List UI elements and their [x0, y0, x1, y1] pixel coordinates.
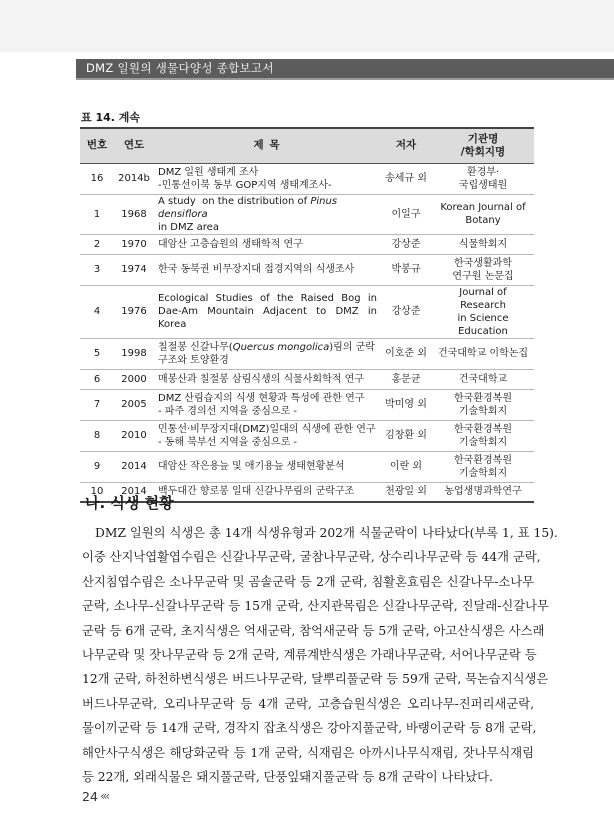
org-line: 한국환경복원 [454, 423, 512, 435]
title-text: )림의 군락 [329, 341, 375, 353]
table-row [80, 254, 534, 285]
section-heading: 나. 식생 현황 [85, 494, 174, 512]
cell-title [154, 389, 380, 420]
title-line: in DMZ area [158, 221, 219, 233]
cell-year: 1974 [114, 254, 154, 285]
reference-table [80, 127, 534, 503]
paragraph-line: 산지침엽수림은 소나무군락 및 곰솔군락 등 2개 군락, 침활혼효림은 신갈나무-소나무 [82, 574, 534, 589]
cell-org [432, 254, 534, 285]
cell-org [432, 285, 534, 338]
cell-author: 이호준 외 [380, 338, 432, 369]
page-number: 24 [82, 789, 98, 804]
cell-year: 2010 [114, 420, 154, 451]
cell-author: 송세규 외 [380, 163, 432, 194]
title-line: DMZ 산림습지의 식생 현황과 특성에 관한 연구 [158, 392, 365, 404]
table-row [80, 389, 534, 420]
paragraph-line: 군락, 소나무-신갈나무군락 등 15개 군락, 산지관목림은 신갈나무군락, 진달래-신갈나무 [82, 599, 549, 614]
cell-org [432, 389, 534, 420]
paragraph-line: 해안사구식생은 해당화군락 등 1개 군락, 식재림은 아까시나무식재림, 잣나무식재림 [82, 745, 534, 760]
cell-no: 1 [80, 194, 114, 234]
paragraph-line: 이중 산지낙엽활엽수림은 신갈나무군락, 굴참나무군락, 상수리나무군락 등 44개 군락, [82, 550, 541, 565]
cell-no: 3 [80, 254, 114, 285]
cell-author: 강상준 [380, 285, 432, 338]
org-line: 기술학회지 [458, 467, 508, 479]
org-line: Botany [465, 215, 501, 226]
org-line: Korean Journal of [440, 202, 526, 213]
cell-title: 매봉산과 칠절봉 삼림식생의 식물사회학적 연구 [154, 369, 380, 389]
cell-year: 2014b [114, 163, 154, 194]
cell-org [432, 163, 534, 194]
cell-no: 2 [80, 234, 114, 254]
col-header-title: 제 목 [154, 128, 380, 163]
cell-author: 박미영 외 [380, 389, 432, 420]
title-line: 민통선·비무장지대(DMZ)일대의 식생에 관한 연구 [158, 423, 376, 435]
org-line: Journal of Research [459, 286, 507, 311]
org-line: in Science Education [457, 312, 509, 337]
org-line: 기술학회지 [458, 405, 508, 417]
title-line: - 동해 북부선 지역을 중심으로 - [158, 436, 298, 448]
org-line: 환경부· [466, 166, 500, 178]
cell-org [432, 451, 534, 482]
paragraph-line: 물이끼군락 등 14개 군락, 경작지 잡초식생은 강아지풀군락, 바랭이군락 등 8개 군락, [82, 721, 537, 736]
title-line [158, 195, 377, 221]
cell-org: 농업생명과학연구 [432, 482, 534, 502]
table-row [80, 163, 534, 194]
title-line: Ecological Studies of the Raised Bog in [158, 293, 377, 304]
cell-org [432, 194, 534, 234]
cell-no: 5 [80, 338, 114, 369]
cell-no: 4 [80, 285, 114, 338]
org-line: 한국환경복원 [454, 454, 512, 466]
table-row [80, 420, 534, 451]
cell-author: 이란 외 [380, 451, 432, 482]
table-caption: 표 14. 계속 [81, 111, 141, 124]
table-row [80, 285, 534, 338]
org-line: 연구원 논문집 [452, 270, 514, 282]
cell-title: 한국 동북권 비무장지대 접경지역의 식생조사 [154, 254, 380, 285]
table-row [80, 451, 534, 482]
cell-year: 2014 [114, 451, 154, 482]
cell-year: 1998 [114, 338, 154, 369]
cell-year: 2014 [114, 482, 154, 502]
cell-year: 1968 [114, 194, 154, 234]
cell-author: 강상준 [380, 234, 432, 254]
cell-author: 이일구 [380, 194, 432, 234]
cell-no: 8 [80, 420, 114, 451]
table-row [80, 234, 534, 254]
org-line: 한국생활과학 [454, 257, 512, 269]
cell-title [154, 420, 380, 451]
table-row [80, 338, 534, 369]
running-header: DMZ 일원의 생물다양성 종합보고서 [76, 59, 614, 78]
cell-no: 6 [80, 369, 114, 389]
cell-no: 10 [80, 482, 114, 502]
cell-author: 박봉규 [380, 254, 432, 285]
header-divider [76, 78, 614, 80]
cell-author: 홍문균 [380, 369, 432, 389]
title-line [158, 341, 377, 354]
chevron-left-icon: «‹ [100, 789, 109, 803]
table-row [80, 369, 534, 389]
title-line: - 파주 경의선 지역을 중심으로 - [158, 405, 298, 417]
cell-org: 건국대학교 [432, 369, 534, 389]
cell-title [154, 194, 380, 234]
cell-title: 백두대간 향로봉 일대 신갈나무림의 군락구조 [154, 482, 380, 502]
col-header-year: 연도 [114, 128, 154, 163]
title-line: -민통선이북 동부 GOP지역 생태계조사- [158, 179, 332, 191]
cell-org [432, 420, 534, 451]
paragraph-line: 나무군락 및 잣나무군락 등 2개 군락, 계류계반식생은 가래나무군락, 서어나무군락 등 [82, 648, 537, 663]
org-line: 한국환경복원 [454, 392, 512, 404]
title-line: DMZ 일원 생태계 조사 [158, 166, 259, 178]
cell-no: 9 [80, 451, 114, 482]
paragraph-line: 군락 등 6개 군락, 초지식생은 억새군락, 참억새군락 등 5개 군락, 아고산식생은 사스래 [82, 623, 545, 638]
cell-author: 김창환 외 [380, 420, 432, 451]
cell-author: 천광일 외 [380, 482, 432, 502]
title-text: A study on the distribution of [158, 195, 311, 207]
scientific-name: Pinus densiflora [158, 195, 338, 220]
cell-year: 1976 [114, 285, 154, 338]
org-line: 국립생태원 [458, 179, 508, 191]
col-header-org-line2: /학회지명 [460, 145, 506, 158]
cell-org: 식물학회지 [432, 234, 534, 254]
col-header-org-line1: 기관명 [467, 132, 499, 145]
org-line: 기술학회지 [458, 436, 508, 448]
cell-title [154, 285, 380, 338]
scientific-name: Quercus mongolica [232, 341, 330, 353]
paragraph-line: DMZ 일원의 식생은 총 14개 식생유형과 202개 식물군락이 나타났다(부록 1, 표 15). [95, 526, 558, 540]
paragraph-line: 12개 군락, 하천하변식생은 버드나무군락, 달뿌리풀군락 등 59개 군락, 묵논습지식생은 [82, 672, 549, 687]
col-header-author: 저자 [380, 128, 432, 163]
title-line: Dae-Am Mountain Adjacent to DMZ in Korea [158, 306, 377, 330]
body-paragraph [82, 521, 558, 789]
cell-no: 16 [80, 163, 114, 194]
cell-title [154, 163, 380, 194]
cell-no: 7 [80, 389, 114, 420]
table-row [80, 194, 534, 234]
title-text: 칠절봉 신갈나무( [158, 341, 233, 353]
cell-year: 2000 [114, 369, 154, 389]
table-header-row [80, 128, 534, 163]
top-margin-band [0, 0, 614, 52]
cell-year: 2005 [114, 389, 154, 420]
cell-title: 대암산 작은용늪 및 애기용늪 생태현황분석 [154, 451, 380, 482]
cell-year: 1970 [114, 234, 154, 254]
paragraph-line: 버드나무군락, 오리나무군락 등 4개 군락, 고층습원식생은 오리나무-진퍼리새군락, [82, 696, 534, 711]
cell-org: 건국대학교 이학논집 [432, 338, 534, 369]
cell-title: 대암산 고층습원의 생태학적 연구 [154, 234, 380, 254]
col-header-org [432, 128, 534, 163]
paragraph-line: 등 22개, 외래식물은 돼지풀군락, 단풍잎돼지풀군락 등 8개 군락이 나타났다. [82, 770, 493, 785]
col-header-no: 번호 [80, 128, 114, 163]
title-line: 구조와 토양환경 [158, 354, 229, 366]
cell-title [154, 338, 380, 369]
